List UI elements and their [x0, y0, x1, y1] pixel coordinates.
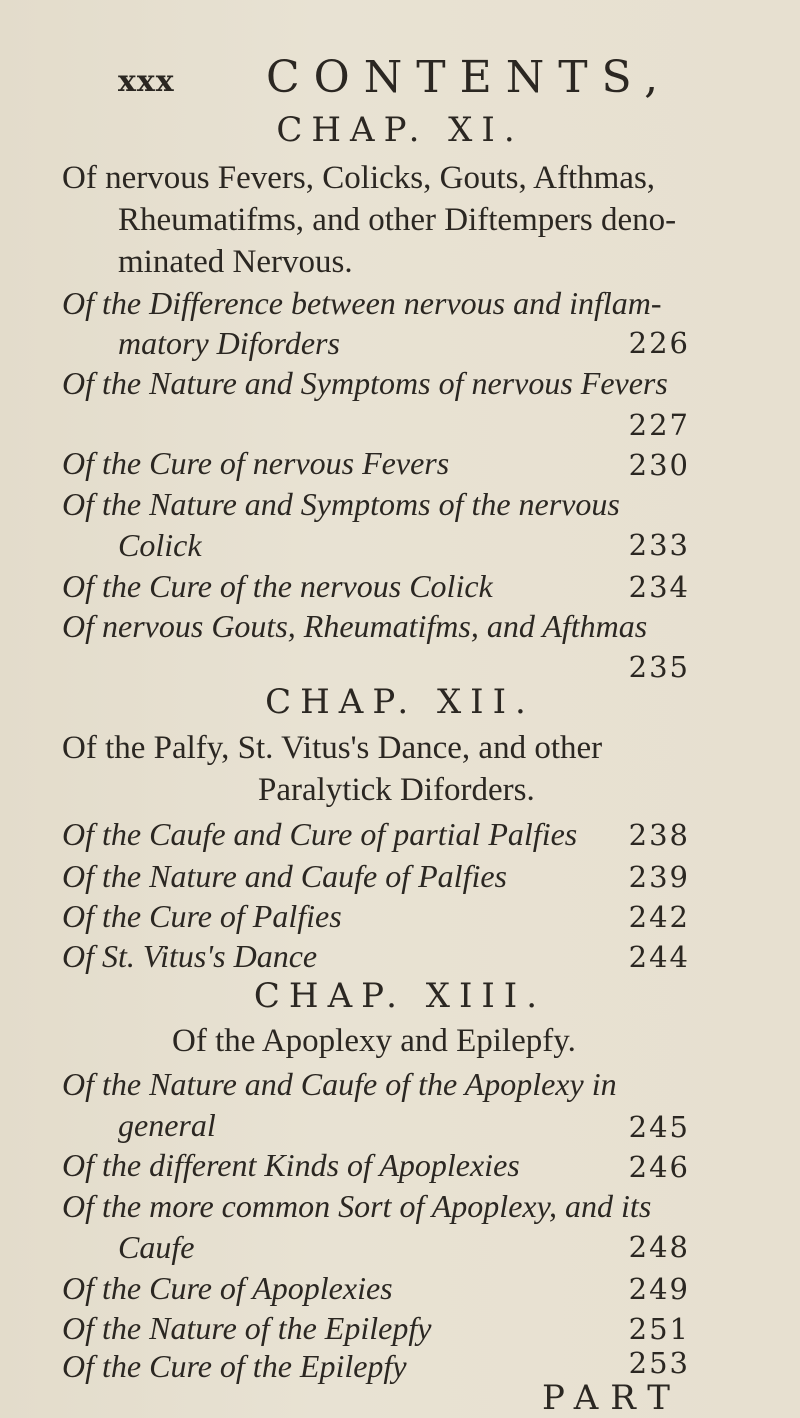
- page-number: 235: [628, 650, 690, 684]
- toc-entry-line: general: [118, 1107, 216, 1143]
- toc-entry-line: Of the Nature and Caufe of the Apoplexy in: [62, 1066, 617, 1102]
- page-number: 244: [628, 940, 690, 974]
- page-number: 246: [628, 1150, 690, 1184]
- chapter-heading-13: CHAP. XIII.: [253, 976, 547, 1016]
- chapter-title-line: Paralytick Diforders.: [258, 772, 535, 808]
- toc-entry-line: Of the Nature and Caufe of Palfies: [62, 858, 507, 894]
- chapter-title-line: Of the Apoplexy and Epilepfy.: [172, 1023, 576, 1059]
- chapter-title-line: Of the Palfy, St. Vitus's Dance, and other: [62, 730, 603, 766]
- toc-entry-line: Of the Difference between nervous and inflam-: [62, 285, 662, 321]
- toc-entry-line: Of the Nature and Symptoms of nervous Fevers: [62, 365, 668, 401]
- toc-entry-line: Of the different Kinds of Apoplexies: [62, 1147, 520, 1183]
- catchword: PART: [542, 1378, 682, 1418]
- running-header: [118, 52, 678, 102]
- toc-entry-line: Of the Cure of the Epilepfy: [62, 1348, 407, 1384]
- toc-entry-line: matory Diforders: [118, 325, 340, 361]
- page-number: 238: [628, 818, 690, 852]
- chapter-heading-12: CHAP. XII.: [265, 682, 535, 722]
- toc-entry-line: Caufe: [118, 1229, 195, 1265]
- toc-entry-line: Of the Nature and Symptoms of the nervous: [62, 486, 620, 522]
- toc-entry-line: Of the Caufe and Cure of partial Palfies: [62, 816, 578, 852]
- page-number: 233: [628, 528, 690, 562]
- page-number: 230: [628, 448, 690, 482]
- toc-entry-line: Of the Cure of Apoplexies: [62, 1270, 393, 1306]
- chapter-title-line: Of nervous Fevers, Colicks, Gouts, Afthmas,: [62, 160, 656, 196]
- page-number: 249: [628, 1272, 690, 1306]
- page-number: 251: [628, 1312, 690, 1346]
- toc-entry-line: Of the more common Sort of Apoplexy, and its: [62, 1188, 652, 1224]
- toc-entry-line: Of the Nature of the Epilepfy: [62, 1310, 432, 1346]
- chapter-title-line: minated Nervous.: [118, 244, 353, 280]
- chapter-heading-11: CHAP. XI.: [276, 110, 524, 150]
- toc-entry-line: Colick: [118, 527, 202, 563]
- toc-entry-line: Of the Cure of the nervous Colick: [62, 568, 493, 604]
- chapter-title-line: Rheumatifms, and other Diftempers deno-: [118, 202, 677, 238]
- page-number: 248: [628, 1230, 690, 1264]
- page-number: 245: [628, 1110, 690, 1144]
- page-number: 227: [628, 408, 690, 442]
- page-number: 226: [628, 326, 690, 360]
- folio-number: xxx: [118, 64, 175, 99]
- toc-entry-line: Of the Cure of nervous Fevers: [62, 445, 450, 481]
- page-number: 234: [628, 570, 690, 604]
- page-number: 253: [628, 1346, 690, 1380]
- running-title: CONTENTS,: [266, 52, 673, 103]
- toc-entry-line: Of the Cure of Palfies: [62, 898, 342, 934]
- page-number: 242: [628, 900, 690, 934]
- page-number: 239: [628, 860, 690, 894]
- toc-entry-line: Of St. Vitus's Dance: [62, 938, 318, 974]
- toc-entry-line: Of nervous Gouts, Rheumatifms, and Afthmas: [62, 608, 648, 644]
